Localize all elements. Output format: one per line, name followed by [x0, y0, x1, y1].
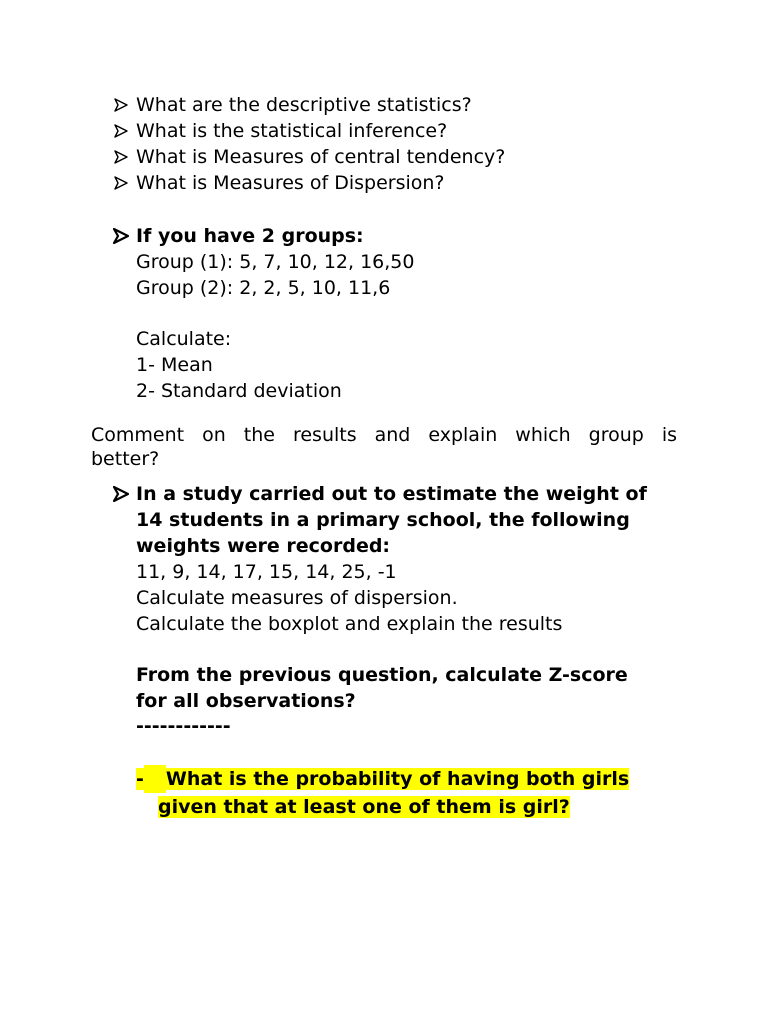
- separator-dashes: ------------: [136, 715, 231, 737]
- calc-item-std: 2- Standard deviation: [136, 380, 342, 402]
- calc-item-mean: 1- Mean: [136, 354, 213, 376]
- probability-question-line-2: [158, 793, 570, 821]
- calculate-label: Calculate:: [136, 328, 232, 350]
- groups-heading: If you have 2 groups:: [136, 225, 364, 247]
- probability-text-1: What is the probability of having both girls: [165, 768, 630, 790]
- group-1-values: Group (1): 5, 7, 10, 12, 16,50: [136, 251, 415, 273]
- zscore-line-2: for all observations?: [136, 690, 356, 712]
- question-item: What is Measures of central tendency?: [136, 146, 506, 168]
- comment-line-2: better?: [91, 448, 160, 470]
- comment-line-1: Comment on the results and explain which group is: [91, 424, 677, 446]
- study-text-line-3: weights were recorded:: [136, 535, 391, 557]
- question-item: What is the statistical inference?: [136, 120, 448, 142]
- task-boxplot: Calculate the boxplot and explain the results: [136, 613, 563, 635]
- weights-values: 11, 9, 14, 17, 15, 14, 25, -1: [136, 561, 397, 583]
- study-text-line-1: In a study carried out to estimate the weight of: [136, 483, 647, 505]
- probability-text-2: given that at least one of them is girl?: [158, 796, 570, 818]
- arrow-bullet-icon: [113, 481, 131, 507]
- arrow-bullet-icon: [113, 223, 131, 249]
- task-dispersion: Calculate measures of dispersion.: [136, 587, 458, 609]
- zscore-line-1: From the previous question, calculate Z-score: [136, 664, 628, 686]
- group-2-values: Group (2): 2, 2, 5, 10, 11,6: [136, 277, 391, 299]
- highlight-gap: [144, 765, 166, 793]
- probability-question-line-1: [136, 765, 629, 793]
- arrow-bullet-icon: [114, 170, 132, 196]
- question-item: What is Measures of Dispersion?: [136, 172, 445, 194]
- dash-bullet: -: [136, 768, 144, 790]
- arrow-bullet-icon: [114, 144, 132, 170]
- arrow-bullet-icon: [114, 92, 132, 118]
- study-text-line-2: 14 students in a primary school, the following: [136, 509, 630, 531]
- question-item: What are the descriptive statistics?: [136, 94, 472, 116]
- arrow-bullet-icon: [114, 118, 132, 144]
